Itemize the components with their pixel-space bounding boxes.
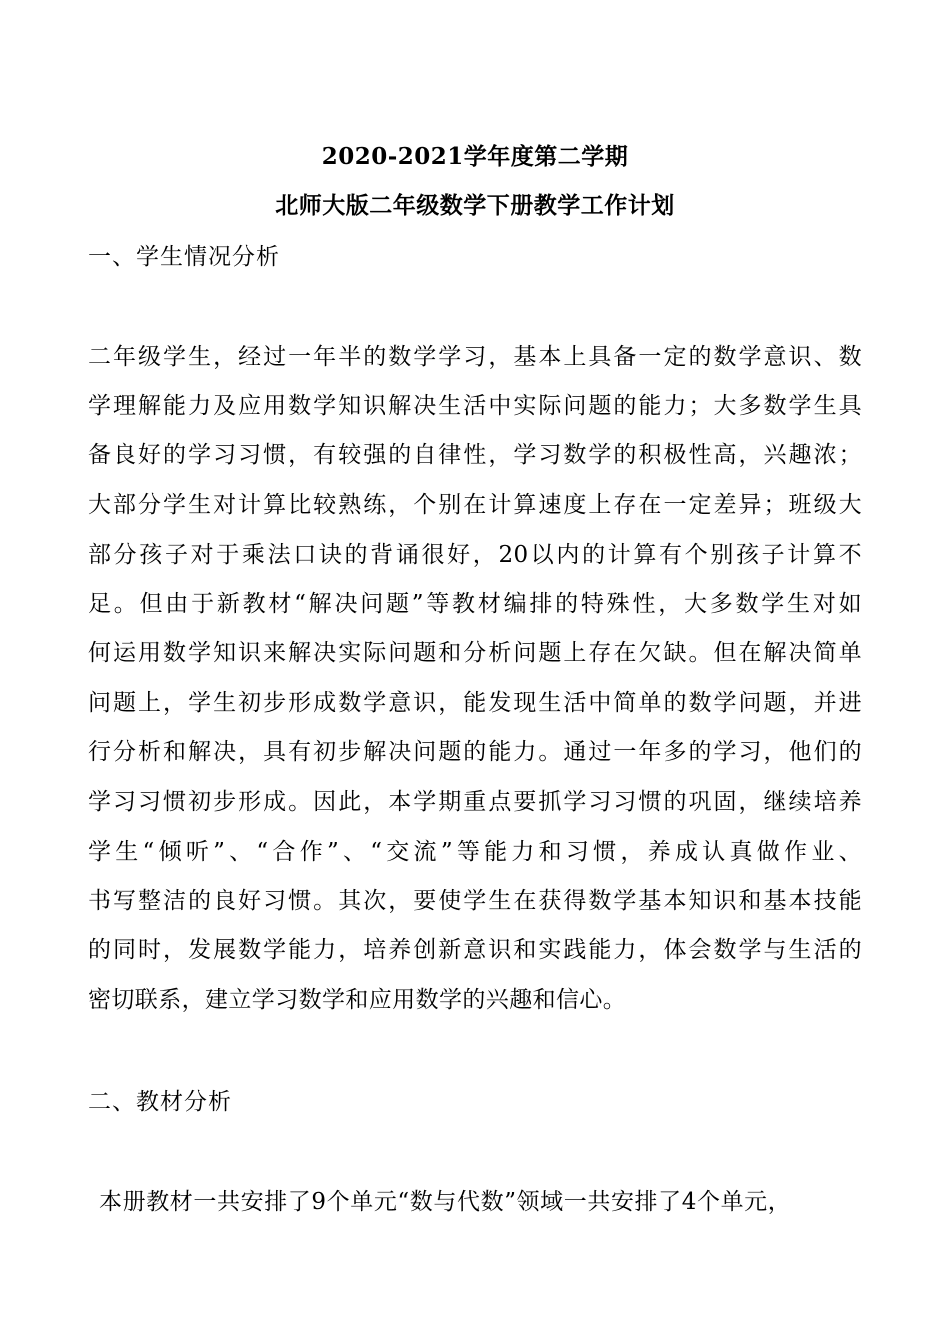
paragraph-line: 本册教材一共安排了9个单元“数与代数”领域一共安排了4个单元， [99,1189,792,1215]
paragraph-line: 备良好的学习习惯，有较强的自律性，学习数学的积极性高，兴趣浓； [88,442,862,468]
paragraph-line: 学习习惯初步形成。因此，本学期重点要抓学习习惯的巩固，继续培养 [88,789,862,815]
paragraph-line: 部分孩子对于乘法口诀的背诵很好，20以内的计算有个别孩子计算不 [88,542,862,568]
paragraph-line: 二年级学生，经过一年半的数学学习，基本上具备一定的数学意识、数 [88,344,862,370]
paragraph-line: 足。但由于新教材“解决问题”等教材编排的特殊性，大多数学生对如 [88,591,862,617]
paragraph-line: 行分析和解决，具有初步解决问题的能力。通过一年多的学习，他们的 [88,739,862,765]
document-title-plan: 北师大版二年级数学下册教学工作计划 [275,192,675,219]
paragraph-line: 的同时，发展数学能力，培养创新意识和实践能力，体会数学与生活的 [88,937,862,963]
document-title-year: 2020-2021学年度第二学期 [321,143,629,170]
paragraph-line: 书写整洁的良好习惯。其次，要使学生在获得数学基本知识和基本技能 [88,888,862,914]
section-heading-student-analysis: 一、学生情况分析 [88,244,280,270]
paragraph-line: 学理解能力及应用数学知识解决生活中实际问题的能力；大多数学生具 [88,393,862,419]
paragraph-line: 何运用数学知识来解决实际问题和分析问题上存在欠缺。但在解决简单 [88,640,862,666]
paragraph-line: 问题上，学生初步形成数学意识，能发现生活中简单的数学问题，并进 [88,690,862,716]
section-heading-textbook-analysis: 二、教材分析 [88,1089,232,1115]
paragraph-line: 大部分学生对计算比较熟练，个别在计算速度上存在一定差异；班级大 [88,492,862,518]
paragraph-line: 学生“倾听”、“合作”、“交流”等能力和习惯，养成认真做作业、 [88,839,862,865]
paragraph-line: 密切联系，建立学习数学和应用数学的兴趣和信心。 [88,987,627,1013]
